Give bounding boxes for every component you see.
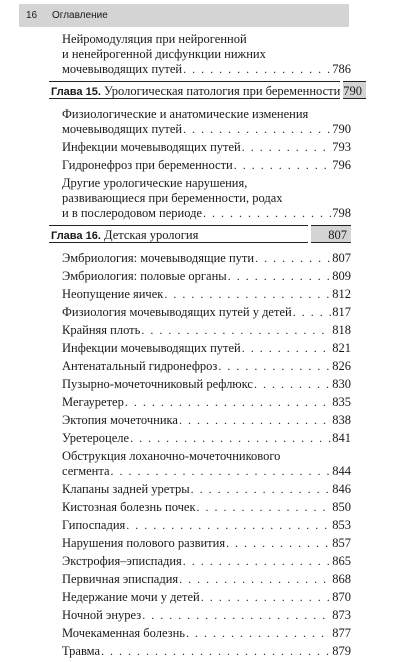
toc-entry-last-line: [62, 158, 351, 173]
dot-leader: [226, 536, 331, 551]
dot-leader: [164, 287, 331, 302]
toc-entry[interactable]: [35, 554, 351, 569]
toc-entry-page: 821: [332, 341, 351, 355]
dot-leader: [183, 554, 331, 569]
toc-entry-last-line: [62, 251, 351, 266]
toc-entry-page: 846: [332, 482, 351, 496]
toc-entry-text: Кистозная болезнь почек: [62, 500, 196, 514]
toc-entry-last-line: [62, 464, 351, 479]
chapter-15-heading[interactable]: [49, 81, 363, 99]
chapter-label: Глава 15.: [51, 86, 101, 98]
dot-leader: [141, 323, 331, 338]
toc-entry[interactable]: [35, 176, 351, 221]
dot-leader: [201, 590, 332, 605]
toc-section-chapter-16: [35, 251, 351, 659]
toc-entry-text: Клапаны задней уретры: [62, 482, 190, 496]
dot-leader: [255, 251, 331, 266]
toc-entry-text: развивающиеся при беременности, родах: [62, 191, 283, 205]
dot-leader: [111, 464, 332, 479]
toc-entry-text: Первичная эписпадия: [62, 572, 179, 586]
toc-entry[interactable]: [35, 536, 351, 551]
dot-leader: [101, 644, 331, 659]
dot-leader: [125, 395, 331, 410]
toc-entry-text: Неопущение яичек: [62, 287, 164, 301]
toc-entry-text: Экстрофия–эписпадия: [62, 554, 182, 568]
chapter-title: [49, 225, 308, 243]
toc-entry[interactable]: [35, 359, 351, 374]
dot-leader: [242, 341, 332, 356]
running-header: [19, 4, 349, 27]
toc-entry-page: 798: [332, 206, 351, 220]
toc-entry-page: 818: [332, 323, 351, 337]
toc-entry[interactable]: [35, 395, 351, 410]
toc-entry[interactable]: [35, 626, 351, 641]
toc-entry-last-line: [62, 536, 351, 551]
toc-entry[interactable]: [35, 305, 351, 320]
toc-entry-page: 870: [332, 590, 351, 604]
toc-entry-page: 790: [332, 122, 351, 136]
toc-entry-page: 812: [332, 287, 351, 301]
toc-section-chapter-15: [35, 107, 351, 221]
toc-entry-page: 809: [332, 269, 351, 283]
toc-entry-page: 830: [332, 377, 351, 391]
chapter-page: 790: [343, 81, 366, 99]
toc-entry-page: 835: [332, 395, 351, 409]
toc-entry-last-line: [62, 626, 351, 641]
toc-entry-last-line: [62, 269, 351, 284]
chapter-label: Глава 16.: [51, 230, 101, 242]
chapter-name: Урологическая патология при беременности: [104, 84, 341, 98]
dot-leader: [142, 608, 331, 623]
toc-entry-last-line: [62, 518, 351, 533]
dot-leader: [234, 158, 332, 173]
toc-entry-text: Мочекаменная болезнь: [62, 626, 185, 640]
toc-entry-page: 844: [332, 464, 351, 478]
toc-entry-page: 793: [332, 140, 351, 154]
dot-leader: [254, 377, 331, 392]
dot-leader: [186, 626, 331, 641]
toc-entry-page: 868: [332, 572, 351, 586]
dot-leader: [126, 518, 331, 533]
toc-entry[interactable]: [35, 269, 351, 284]
toc-entry-page: 826: [332, 359, 351, 373]
toc-entry-text: Травма: [62, 644, 101, 658]
toc-entry-page: 877: [332, 626, 351, 640]
toc-entry-text: Крайняя плоть: [62, 323, 141, 337]
toc-entry-text: Другие урологические нарушения,: [62, 176, 248, 190]
running-title: Оглавление: [52, 10, 108, 21]
toc-entry[interactable]: [35, 287, 351, 302]
toc-entry-text: Гипоспадия: [62, 518, 126, 532]
toc-entry-page: 817: [332, 305, 351, 319]
toc-entry-text: Гидронефроз при беременности: [62, 158, 233, 172]
toc-entry-last-line: [62, 341, 351, 356]
toc-entry-last-line: [62, 140, 351, 155]
dot-leader: [197, 500, 332, 515]
toc-entry-last-line: [62, 122, 351, 137]
toc-entry-text: Антенатальный гидронефроз: [62, 359, 218, 373]
toc-entry-last-line: [62, 359, 351, 374]
toc-entry-last-line: [62, 554, 351, 569]
toc-entry-text: Нарушения полового развития: [62, 536, 226, 550]
dot-leader: [218, 359, 331, 374]
chapter-title: [49, 81, 340, 99]
toc-entry-last-line: [62, 500, 351, 515]
toc-entry-text: и в послеродовом периоде: [62, 206, 203, 220]
toc-entry-last-line: [62, 413, 351, 428]
toc-entry[interactable]: [35, 644, 351, 659]
toc-entry-text: Нейромодуляция при нейрогенной: [62, 32, 247, 46]
toc-entry-last-line: [62, 572, 351, 587]
dot-leader: [183, 122, 331, 137]
toc-entry-page: 807: [332, 251, 351, 265]
chapter-16-heading[interactable]: [49, 225, 351, 243]
toc-entry-last-line: [62, 395, 351, 410]
toc-entry-page: 850: [332, 500, 351, 514]
toc-entry-text: мочевыводящих путей: [62, 62, 183, 76]
toc-entry-page: 838: [332, 413, 351, 427]
toc-entry-text: и ненейрогенной дисфункции нижних: [62, 47, 266, 61]
toc-entry[interactable]: [35, 140, 351, 155]
toc-entry-page: 853: [332, 518, 351, 532]
dot-leader: [130, 431, 331, 446]
toc-entry[interactable]: [35, 608, 351, 623]
toc-entry-text: Эктопия мочеточника: [62, 413, 178, 427]
toc-entry[interactable]: [35, 107, 351, 137]
toc-entry-text: Эмбриология: мочевыводящие пути: [62, 251, 255, 265]
toc-entry-page: 865: [332, 554, 351, 568]
toc-entry-text: Инфекции мочевыводящих путей: [62, 341, 241, 355]
toc-entry[interactable]: [35, 482, 351, 497]
toc-entry[interactable]: [35, 590, 351, 605]
dot-leader: [228, 269, 332, 284]
toc-entry[interactable]: [35, 32, 351, 77]
page-number: 16: [26, 10, 38, 21]
toc-entry-last-line: [62, 482, 351, 497]
toc-entry-text: Недержание мочи у детей: [62, 590, 200, 604]
dot-leader: [293, 305, 332, 320]
toc-entry-last-line: [62, 206, 351, 221]
toc-entry-page: 879: [332, 644, 351, 658]
toc-entry-page: 857: [332, 536, 351, 550]
dot-leader: [203, 206, 331, 221]
toc-entry-last-line: [62, 377, 351, 392]
toc-entry[interactable]: [35, 518, 351, 533]
toc-entry-text: Уретероцеле: [62, 431, 130, 445]
toc-entry-last-line: [62, 608, 351, 623]
toc-entry-last-line: [62, 287, 351, 302]
toc-entry[interactable]: [35, 572, 351, 587]
toc-section-intro: [35, 32, 351, 77]
toc-entry-text: сегмента: [62, 464, 110, 478]
dot-leader: [179, 413, 331, 428]
toc-entry-last-line: [62, 431, 351, 446]
toc-entry-page: 841: [332, 431, 351, 445]
toc-entry-text: Ночной энурез: [62, 608, 142, 622]
dot-leader: [179, 572, 331, 587]
toc-entry-last-line: [62, 62, 351, 77]
toc-entry-text: Инфекции мочевыводящих путей: [62, 140, 241, 154]
toc-entry-last-line: [62, 323, 351, 338]
toc-entry[interactable]: [35, 341, 351, 356]
toc-entry-text: Эмбриология: половые органы: [62, 269, 227, 283]
dot-leader: [183, 62, 331, 77]
chapter-name: Детская урология: [104, 228, 199, 242]
dot-leader: [191, 482, 332, 497]
toc-entry[interactable]: [35, 500, 351, 515]
chapter-page: 807: [311, 225, 351, 243]
toc-entry-text: Мегауретер: [62, 395, 124, 409]
toc-entry-last-line: [62, 305, 351, 320]
toc-entry-page: 873: [332, 608, 351, 622]
toc-entry[interactable]: [35, 413, 351, 428]
toc-entry[interactable]: [35, 377, 351, 392]
table-of-contents: [35, 32, 363, 662]
toc-entry[interactable]: [35, 158, 351, 173]
toc-entry-last-line: [62, 590, 351, 605]
dot-leader: [242, 140, 332, 155]
toc-entry-page: 796: [332, 158, 351, 172]
toc-entry-text: мочевыводящих путей: [62, 122, 183, 136]
toc-entry[interactable]: [35, 251, 351, 266]
toc-entry[interactable]: [35, 323, 351, 338]
toc-entry[interactable]: [35, 449, 351, 479]
toc-entry[interactable]: [35, 431, 351, 446]
toc-entry-text: Обструкция лоханочно-мочеточникового: [62, 449, 281, 463]
toc-entry-page: 786: [332, 62, 351, 76]
toc-entry-last-line: [62, 644, 351, 659]
toc-entry-text: Пузырно-мочеточниковый рефлюкс: [62, 377, 253, 391]
toc-entry-text: Физиологические и анатомические изменения: [62, 107, 309, 121]
toc-entry-text: Физиология мочевыводящих путей у детей: [62, 305, 292, 319]
